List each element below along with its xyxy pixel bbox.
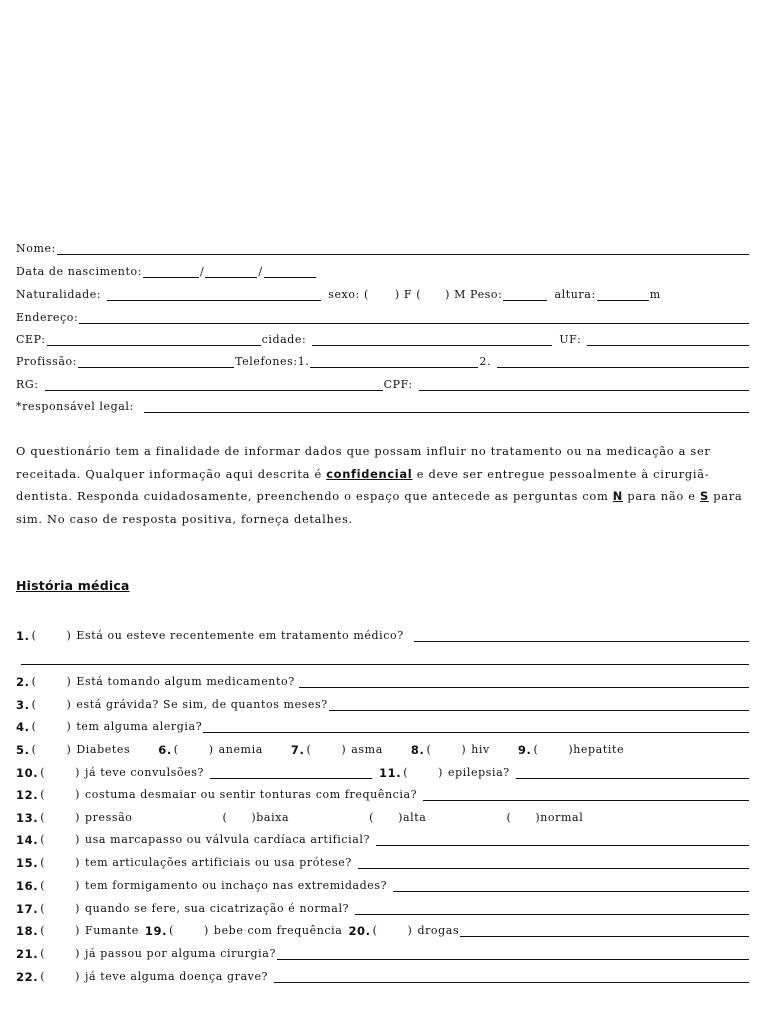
paren-close: ) xyxy=(438,766,444,779)
option-normal: )normal xyxy=(535,811,584,824)
peso-field[interactable] xyxy=(503,289,547,301)
paren-close: ) xyxy=(75,856,80,869)
birth-month-field[interactable] xyxy=(205,266,257,278)
date-separator: / xyxy=(200,265,205,278)
naturalidade-label: Naturalidade: xyxy=(16,288,102,301)
question-text: está grávida? Se sim, de quantos meses? xyxy=(76,698,328,711)
question-text: Está ou esteve recentemente em tratamento médico? xyxy=(76,629,404,642)
birth-year-field[interactable] xyxy=(264,266,316,278)
question-number: 7. xyxy=(290,743,305,757)
question-number: 18. xyxy=(16,924,39,938)
rg-field[interactable] xyxy=(45,379,383,391)
paren-open: ( xyxy=(40,788,46,801)
section-title-historia-medica: História médica xyxy=(16,578,130,593)
paren-open: ( xyxy=(403,766,409,779)
answer-line[interactable] xyxy=(329,699,749,711)
paren-open: ( xyxy=(306,743,312,756)
paren-close: ) xyxy=(75,811,80,824)
answer-line[interactable] xyxy=(21,653,749,665)
question-12 xyxy=(16,784,750,802)
paren-close: ) xyxy=(75,766,80,779)
paren-close: ) xyxy=(341,743,347,756)
uf-label: UF: xyxy=(559,333,582,346)
question-number: 6. xyxy=(158,743,172,757)
answer-line[interactable] xyxy=(355,903,749,915)
question-13 xyxy=(16,807,750,825)
responsavel-field[interactable] xyxy=(144,401,749,413)
paren-close: ) xyxy=(204,924,209,937)
paren-open: ( xyxy=(31,720,37,733)
answer-line[interactable] xyxy=(299,676,749,688)
question-text: Diabetes xyxy=(76,743,131,756)
question-5-9-row xyxy=(16,739,750,757)
peso-label: ) M Peso: xyxy=(445,288,503,301)
answer-line[interactable] xyxy=(393,880,749,892)
question-4 xyxy=(16,716,750,734)
answer-line[interactable] xyxy=(203,721,749,733)
question-text: tem alguma alergia? xyxy=(76,720,203,733)
cep-label: CEP: xyxy=(16,333,46,346)
question-number: 13. xyxy=(16,811,39,825)
question-text: )hepatite xyxy=(568,743,625,756)
cpf-field[interactable] xyxy=(419,379,749,391)
paren-close: ) xyxy=(75,970,80,983)
birth-day-field[interactable] xyxy=(143,266,199,278)
cep-row xyxy=(16,329,750,347)
paren-close: ) xyxy=(66,629,72,642)
paren-open: ( xyxy=(369,811,375,824)
responsavel-row xyxy=(16,396,750,414)
cpf-label: CPF: xyxy=(383,378,413,391)
profissao-field[interactable] xyxy=(78,356,234,368)
question-text: usa marcapasso ou válvula cardíaca artificial? xyxy=(85,833,371,846)
question-number: 4. xyxy=(16,720,30,734)
paren-close: ) xyxy=(407,924,413,937)
paren-close: ) xyxy=(208,743,214,756)
responsavel-label: *responsável legal: xyxy=(16,400,134,413)
question-text: epilepsia? xyxy=(448,766,510,779)
nome-label: Nome: xyxy=(16,242,56,255)
answer-line[interactable] xyxy=(423,789,749,801)
paren-open: ( xyxy=(31,629,37,642)
nascimento-label: Data de nascimento: xyxy=(16,265,143,278)
paren-open: ( xyxy=(31,675,37,688)
question-number: 20. xyxy=(348,924,371,938)
question-number: 2. xyxy=(16,675,30,689)
sexo-f-label: ) F ( xyxy=(394,288,422,301)
question-text: tem formigamento ou inchaço nas extremidades? xyxy=(85,879,388,892)
answer-line[interactable] xyxy=(274,971,749,983)
cidade-label: cidade: xyxy=(261,333,307,346)
paren-open: ( xyxy=(533,743,539,756)
question-text: já teve convulsões? xyxy=(85,766,205,779)
question-number: 3. xyxy=(16,698,30,712)
paren-close: ) xyxy=(75,833,80,846)
question-number: 1. xyxy=(16,629,30,643)
paren-close: ) xyxy=(75,879,80,892)
telefone2-field[interactable] xyxy=(497,356,749,368)
intro-text-2: e deve ser entregue pessoalmente à cirurgiã-dentista. Responda cuidadosamente, preenchendo o espaço que antecede as perguntas com xyxy=(16,466,710,503)
answer-line[interactable] xyxy=(358,857,749,869)
question-number: 5. xyxy=(16,743,30,757)
question-number: 14. xyxy=(16,833,39,847)
s-emphasis: S xyxy=(699,489,709,503)
answer-line[interactable] xyxy=(210,767,372,779)
option-baixa: )baixa xyxy=(251,811,290,824)
question-17 xyxy=(16,898,750,916)
telefone1-field[interactable] xyxy=(310,356,478,368)
paren-close: ) xyxy=(75,788,80,801)
intro-text-3: para não e xyxy=(627,489,696,503)
question-text: já passou por alguma cirurgia? xyxy=(85,947,276,960)
answer-line[interactable] xyxy=(516,767,749,779)
question-number: 10. xyxy=(16,766,39,780)
nascimento-row xyxy=(16,261,750,279)
endereco-row xyxy=(16,307,750,325)
paren-close: ) xyxy=(461,743,467,756)
paren-open: ( xyxy=(31,698,37,711)
paren-open: ( xyxy=(40,856,46,869)
question-14 xyxy=(16,829,750,847)
question-21 xyxy=(16,943,750,961)
question-text: bebe com frequência xyxy=(213,924,343,937)
paren-close: ) xyxy=(75,902,80,915)
question-16 xyxy=(16,875,750,893)
altura-unit: m xyxy=(649,288,661,301)
answer-line[interactable] xyxy=(376,834,749,846)
paren-close: ) xyxy=(75,947,80,960)
question-text: anemia xyxy=(218,743,263,756)
paren-open: ( xyxy=(173,743,179,756)
paren-close: ) xyxy=(66,720,72,733)
question-text: Fumante xyxy=(85,924,139,937)
paren-open: ( xyxy=(40,947,46,960)
paren-close: ) xyxy=(66,743,72,756)
paren-close: ) xyxy=(66,675,72,688)
paren-open: ( xyxy=(506,811,512,824)
question-text: Está tomando algum medicamento? xyxy=(76,675,295,688)
sexo-label: sexo: ( xyxy=(328,288,369,301)
question-text: pressão xyxy=(85,811,133,824)
telefones-label: Telefones:1. xyxy=(235,355,310,368)
question-15 xyxy=(16,852,750,870)
paren-open: ( xyxy=(40,811,46,824)
n-emphasis: N xyxy=(612,489,624,503)
question-number: 21. xyxy=(16,947,39,961)
question-text: tem articulações artificiais ou usa prótese? xyxy=(85,856,352,869)
question-1 xyxy=(16,625,750,643)
question-22 xyxy=(16,966,750,984)
question-3 xyxy=(16,694,750,712)
cep-field[interactable] xyxy=(47,334,261,346)
telefone2-label: 2. xyxy=(479,355,492,368)
intro-text-4: para sim. No caso de resposta positiva, forneça detalhes. xyxy=(16,489,743,526)
profissao-row xyxy=(16,351,750,369)
question-1-continuation xyxy=(20,648,750,666)
paren-open: ( xyxy=(426,743,432,756)
paren-close: ) xyxy=(66,698,72,711)
rg-row xyxy=(16,374,750,392)
nome-row xyxy=(16,238,750,256)
altura-field[interactable] xyxy=(597,289,649,301)
paren-open: ( xyxy=(40,902,46,915)
question-text: quando se fere, sua cicatrização é normal? xyxy=(85,902,350,915)
question-text: já teve alguma doença grave? xyxy=(85,970,269,983)
paren-open: ( xyxy=(169,924,175,937)
intro-paragraph xyxy=(16,440,756,530)
profissao-label: Profissão: xyxy=(16,355,78,368)
uf-field[interactable] xyxy=(587,334,749,346)
paren-close: ) xyxy=(75,924,80,937)
question-18-20-row xyxy=(16,920,750,938)
confidencial-emphasis: confidencial xyxy=(326,466,413,481)
paren-open: ( xyxy=(40,766,46,779)
question-number: 17. xyxy=(16,902,39,916)
paren-open: ( xyxy=(40,924,46,937)
intro-text-1: O questionário tem a finalidade de informar dados que possam influir no tratamento ou na medicação a ser receitada. Qualquer informação aqui descrita é xyxy=(16,444,711,481)
question-number: 9. xyxy=(517,743,532,757)
naturalidade-field[interactable] xyxy=(107,289,321,301)
endereco-label: Endereço: xyxy=(16,311,79,324)
paren-open: ( xyxy=(40,879,46,892)
question-text: drogas xyxy=(417,924,460,937)
question-2 xyxy=(16,671,750,689)
paren-open: ( xyxy=(372,924,378,937)
paren-open: ( xyxy=(31,743,37,756)
question-number: 15. xyxy=(16,856,39,870)
answer-line[interactable] xyxy=(414,630,749,642)
nome-field[interactable] xyxy=(57,243,749,255)
answer-line[interactable] xyxy=(277,948,749,960)
cidade-field[interactable] xyxy=(312,334,552,346)
paren-open: ( xyxy=(40,833,46,846)
question-number: 8. xyxy=(410,743,425,757)
altura-label: altura: xyxy=(554,288,596,301)
question-number: 12. xyxy=(16,788,39,802)
naturalidade-row xyxy=(16,284,750,302)
question-number: 16. xyxy=(16,879,39,893)
answer-line[interactable] xyxy=(460,925,749,937)
endereco-field[interactable] xyxy=(79,312,749,324)
paren-open: ( xyxy=(40,970,46,983)
question-number: 22. xyxy=(16,970,39,984)
question-text: costuma desmaiar ou sentir tonturas com frequência? xyxy=(85,788,418,801)
option-alta: )alta xyxy=(398,811,427,824)
date-separator: / xyxy=(258,265,263,278)
question-number: 19. xyxy=(144,924,168,938)
question-number: 11. xyxy=(379,766,402,780)
question-text: hiv xyxy=(471,743,490,756)
question-text: asma xyxy=(351,743,383,756)
rg-label: RG: xyxy=(16,378,39,391)
question-10-11-row xyxy=(16,762,750,780)
paren-open: ( xyxy=(222,811,228,824)
